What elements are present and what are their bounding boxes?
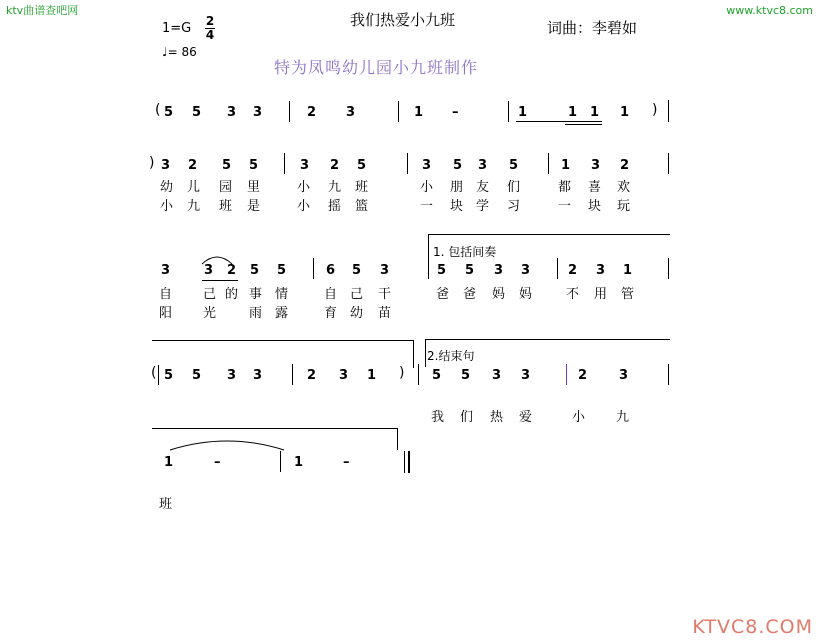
- note: 2: [307, 105, 317, 120]
- note: 5: [250, 263, 260, 278]
- lyric: 朋: [450, 180, 464, 195]
- note: 3: [253, 368, 263, 383]
- lyric: 幼: [350, 306, 364, 321]
- tie: [168, 436, 286, 452]
- volta-bracket: [425, 339, 670, 340]
- bar-line: [668, 258, 669, 279]
- lyric: 儿: [187, 180, 201, 195]
- lyric: 块: [450, 199, 464, 214]
- note: 6: [326, 263, 336, 278]
- volta-bracket: [425, 339, 426, 367]
- tempo-marking: ♩= 86: [162, 45, 197, 59]
- bar-line: [280, 451, 281, 472]
- lyric: 用: [594, 287, 608, 302]
- bar-line: [508, 101, 509, 122]
- lyric: 的: [225, 287, 239, 302]
- lyric: 雨: [249, 306, 263, 321]
- note: 3: [596, 263, 606, 278]
- watermark-top-left: ktv曲谱查吧网: [6, 4, 79, 17]
- lyric: 事: [249, 287, 263, 302]
- lyric: 妈: [519, 287, 533, 302]
- note: 5: [192, 368, 202, 383]
- volta-bracket: [413, 340, 414, 368]
- beam-line: [202, 280, 238, 281]
- note: 5: [461, 368, 471, 383]
- subtitle: 特为凤鸣幼儿园小九班制作: [274, 58, 479, 77]
- volta-bracket: [152, 340, 414, 341]
- beam-line: [565, 124, 602, 125]
- lyric: 热: [490, 410, 504, 425]
- bar-line: [292, 364, 293, 385]
- time-top: 2: [205, 14, 215, 28]
- note: 2: [578, 368, 588, 383]
- note: 1: [294, 455, 304, 470]
- dash: –: [452, 105, 459, 120]
- lyric: 苗: [378, 306, 392, 321]
- lyric: 班: [219, 199, 233, 214]
- bar-line: [428, 258, 429, 279]
- lyric: 们: [460, 410, 474, 425]
- lyric: 管: [621, 287, 635, 302]
- repeat-paren-right: ): [149, 155, 155, 171]
- note: 3: [521, 368, 531, 383]
- note: 2: [568, 263, 578, 278]
- lyric: 一: [420, 199, 434, 214]
- note: 1: [367, 368, 377, 383]
- key-signature: 1=G: [162, 21, 192, 36]
- note: 3: [478, 158, 488, 173]
- note: 3: [161, 158, 171, 173]
- lyric: 爸: [463, 287, 477, 302]
- lyric: 友: [476, 180, 490, 195]
- note: 5: [437, 263, 447, 278]
- note: 1: [568, 105, 578, 120]
- bar-line: [557, 258, 558, 279]
- volta-label: 1. 包括间奏: [433, 245, 497, 259]
- note: 1: [620, 105, 630, 120]
- volta-bracket: [428, 234, 670, 235]
- note: 3: [204, 263, 214, 278]
- author-credit: 词曲：李碧如: [547, 19, 638, 37]
- lyric: 阳: [159, 306, 173, 321]
- note: 5: [192, 105, 202, 120]
- note: 2: [330, 158, 340, 173]
- note: 5: [357, 158, 367, 173]
- lyric: 玩: [617, 199, 631, 214]
- note: 2: [307, 368, 317, 383]
- note: 3: [494, 263, 504, 278]
- repeat-paren-left: (: [151, 365, 157, 381]
- lyric: 一: [558, 199, 572, 214]
- lyric: 习: [507, 199, 521, 214]
- lyric: 园: [219, 180, 233, 195]
- note: 3: [380, 263, 390, 278]
- dash: –: [214, 455, 221, 470]
- beam-line: [516, 121, 602, 122]
- note: 5: [249, 158, 259, 173]
- note: 1: [518, 105, 528, 120]
- final-barline-thick: [408, 451, 410, 473]
- lyric: 不: [566, 287, 580, 302]
- note: 3: [300, 158, 310, 173]
- watermark-bottom-right: KTVC8.COM: [692, 616, 813, 638]
- note: 2: [188, 158, 198, 173]
- lyric: 爸: [436, 287, 450, 302]
- bar-line: [158, 365, 159, 385]
- dash: –: [343, 455, 350, 470]
- note: 2: [227, 263, 237, 278]
- note: 5: [277, 263, 287, 278]
- note: 3: [227, 368, 237, 383]
- lyric: 是: [247, 199, 261, 214]
- lyric: 喜: [588, 180, 602, 195]
- time-signature: [205, 15, 215, 41]
- lyric: 自: [159, 287, 173, 302]
- bar-line: [313, 258, 314, 279]
- bar-line: [668, 153, 669, 174]
- note: 3: [619, 368, 629, 383]
- repeat-paren-right: ): [652, 102, 658, 118]
- note: 1: [561, 158, 571, 173]
- lyric: 篮: [355, 199, 369, 214]
- lyric: 摇: [328, 199, 342, 214]
- lyric: 我: [431, 410, 445, 425]
- lyric: 己: [350, 287, 364, 302]
- bar-line: [668, 364, 669, 385]
- lyric: 小: [297, 199, 311, 214]
- note: 1: [623, 263, 633, 278]
- note: 2: [620, 158, 630, 173]
- lyric: 自: [324, 287, 338, 302]
- note: 1: [590, 105, 600, 120]
- lyric: 育: [324, 306, 338, 321]
- note: 1: [164, 455, 174, 470]
- note: 3: [422, 158, 432, 173]
- lyric: 欢: [617, 180, 631, 195]
- time-bottom: 4: [205, 28, 215, 42]
- lyric: 小: [297, 180, 311, 195]
- note: 5: [164, 368, 174, 383]
- bar-line: [284, 153, 285, 174]
- note: 3: [339, 368, 349, 383]
- lyric: 里: [247, 180, 261, 195]
- lyric: 九: [328, 180, 342, 195]
- final-barline-thin: [404, 451, 405, 473]
- lyric: 块: [588, 199, 602, 214]
- bar-line: [398, 101, 399, 122]
- lyric: 光: [203, 306, 217, 321]
- lyric: 爱: [519, 410, 533, 425]
- lyric: 情: [275, 287, 289, 302]
- note: 3: [591, 158, 601, 173]
- note: 1: [414, 105, 424, 120]
- repeat-paren-left: (: [155, 102, 161, 118]
- note: 5: [164, 105, 174, 120]
- note: 5: [432, 368, 442, 383]
- note: 3: [227, 105, 237, 120]
- repeat-paren-right: ): [399, 365, 405, 381]
- lyric: 学: [476, 199, 490, 214]
- note: 5: [509, 158, 519, 173]
- lyric: 小: [572, 410, 586, 425]
- bar-line: [668, 100, 669, 122]
- volta-bracket: [397, 428, 398, 450]
- bar-line: [548, 153, 549, 174]
- lyric: 露: [275, 306, 289, 321]
- note: 3: [253, 105, 263, 120]
- lyric: 幼: [160, 180, 174, 195]
- note: 3: [346, 105, 356, 120]
- bar-line: [289, 101, 290, 122]
- lyric: 妈: [492, 287, 506, 302]
- volta-label: 2.结束句: [427, 349, 475, 363]
- lyric: 班: [159, 497, 173, 512]
- bar-line: [407, 153, 408, 174]
- lyric: 班: [355, 180, 369, 195]
- lyric: 九: [187, 199, 201, 214]
- song-title: 我们热爱小九班: [350, 11, 456, 29]
- lyric: 己: [203, 287, 217, 302]
- lyric: 小: [160, 199, 174, 214]
- lyric: 都: [558, 180, 572, 195]
- lyric: 小: [420, 180, 434, 195]
- note: 3: [521, 263, 531, 278]
- note: 5: [465, 263, 475, 278]
- note: 5: [222, 158, 232, 173]
- bar-line: [566, 364, 567, 385]
- lyric: 九: [616, 410, 630, 425]
- lyric: 干: [378, 287, 392, 302]
- volta-bracket: [428, 234, 429, 260]
- note: 5: [453, 158, 463, 173]
- volta-bracket: [152, 428, 398, 429]
- note: 5: [352, 263, 362, 278]
- lyric: 们: [507, 180, 521, 195]
- note: 3: [492, 368, 502, 383]
- note: 3: [161, 263, 171, 278]
- bar-line: [418, 364, 419, 385]
- watermark-top-right: www.ktvc8.com: [726, 4, 813, 17]
